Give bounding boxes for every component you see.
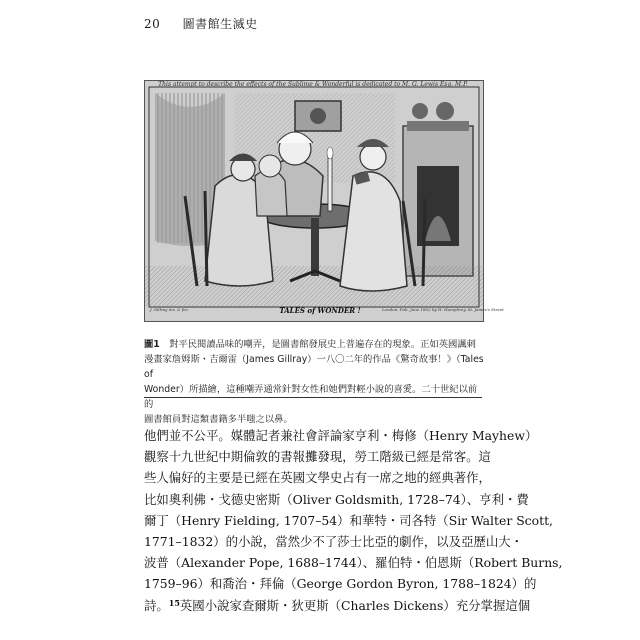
engraving-title: TALES of WONDER ! xyxy=(279,306,361,315)
body-line: 他們並不公平。媒體記者兼社會評論家亨利・梅修（Henry Mayhew） xyxy=(144,428,538,443)
body-line: 1759–96）和喬治・拜倫（George Gordon Byron, 1788–1824）的 xyxy=(144,576,537,592)
body-line: 比如奧利佛・戈德史密斯（Oliver Goldsmith, 1728–74）、亨利・費 xyxy=(144,491,529,507)
caption-line: 圖1 對平民閱讀品味的嘲弄，是圖書館發展史上普遍存在的現象。正如英國諷刺 xyxy=(144,339,476,350)
engraving-dedication: This attempt to describe the effects of the Sublime & Wonderful is dedicated to M. G. Lewis Esq. M.P. xyxy=(158,81,468,88)
footnote-marker[interactable]: 15 xyxy=(168,597,180,608)
caption-line: 圖書館員對這類書籍多半嗤之以鼻。 xyxy=(144,414,293,425)
body-text xyxy=(144,425,563,616)
figure-illustration xyxy=(144,80,484,322)
caption-line: Wonder）所描繪，這種嘲弄通常針對女性和她們對輕小說的喜愛。二十世紀以前的 xyxy=(144,384,478,410)
body-line: 些人偏好的主要是已經在英國文學史占有一席之地的經典著作， xyxy=(144,470,491,486)
caption-rule xyxy=(144,397,482,398)
running-head xyxy=(144,15,258,32)
caption-line: 漫畫家詹姆斯・吉爾雷（James Gillray）一八〇二年的作品《驚奇故事！》（Tales of xyxy=(144,354,484,380)
body-line: 1771–1832）的小說，當然少不了莎士比亞的劇作，以及亞歷山大・ xyxy=(144,534,524,550)
body-line: 觀察十九世紀中期倫敦的書報攤發現，勞工階級已經是常客。這 xyxy=(144,449,491,465)
figure-caption xyxy=(144,337,484,427)
body-line: 波普（Alexander Pope, 1688–1744）、羅伯特・伯恩斯（Robert Burns, xyxy=(144,555,563,571)
body-line: 爾丁（Henry Fielding, 1707–54）和華特・司各特（Sir Walter Scott, xyxy=(144,512,553,528)
engraving-credit-left: J. Gillray inv. & fec. xyxy=(150,307,190,312)
page-number: 20 xyxy=(144,17,161,31)
book-title: 圖書館生滅史 xyxy=(182,17,258,31)
figure-label: 圖1 xyxy=(144,339,160,350)
body-line: 詩。$^{15}$英國小說家查爾斯・狄更斯（Charles Dickens）充分掌握這個 xyxy=(144,597,531,613)
engraving-credit-right: London. Pub. June 1802 by H. Humphrey, St. James's Street xyxy=(382,307,504,312)
engraving-image xyxy=(145,81,483,321)
